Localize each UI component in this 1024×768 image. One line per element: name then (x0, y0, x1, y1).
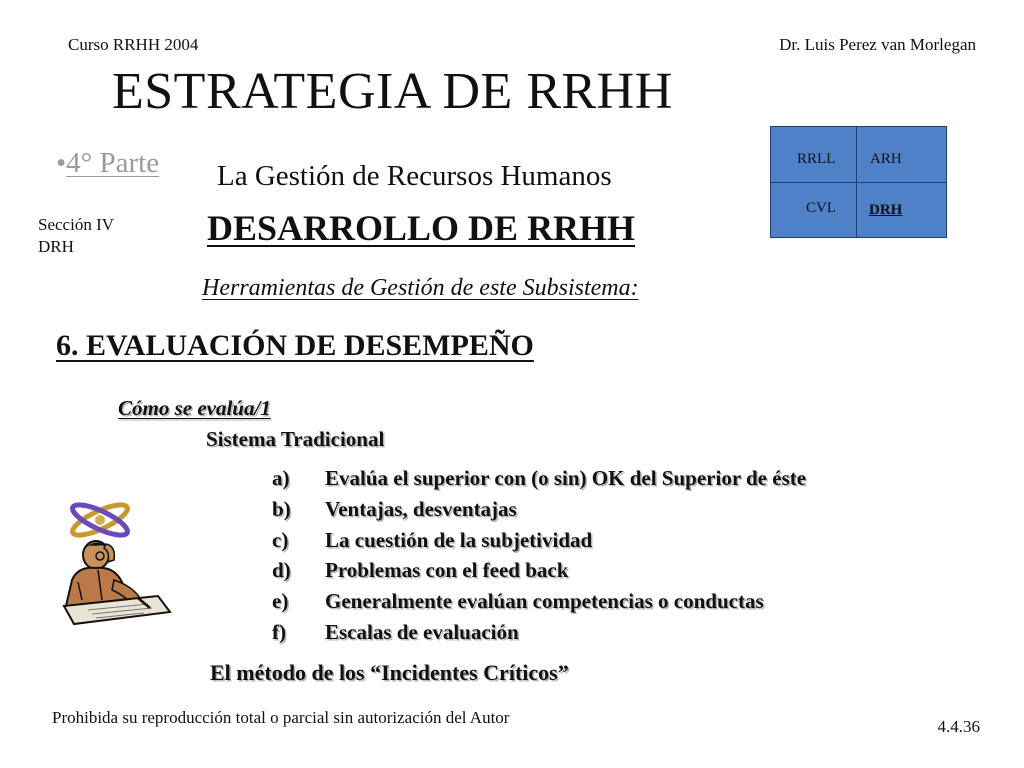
item-text: Escalas de evaluación (325, 619, 519, 644)
item-mark: d) (272, 558, 291, 583)
section-label (38, 214, 114, 258)
list-item (272, 466, 806, 497)
list-item (272, 558, 806, 589)
matrix-cell-rrll: RRLL (797, 151, 836, 167)
thinking-man-clipart-icon (58, 500, 176, 634)
item-text: La cuestión de la subjetividad (325, 527, 593, 552)
item-text: Generalmente evalúan competencias o conductas (325, 589, 764, 614)
item-list (272, 466, 806, 651)
matrix-cell-cvl: CVL (806, 200, 836, 216)
course-label: Curso RRHH 2004 (68, 35, 199, 54)
item-mark: f) (272, 619, 286, 644)
list-item (272, 620, 806, 651)
part-label: 4° Parte (66, 147, 160, 179)
page-title: ESTRATEGIA DE RRHH (112, 63, 673, 120)
list-item (272, 528, 806, 559)
list-item (272, 497, 806, 528)
part-heading (56, 147, 159, 180)
how-heading: Cómo se evalúa/1 (118, 396, 271, 420)
matrix-cell-drh: DRH (869, 202, 903, 218)
item-mark: a) (272, 466, 290, 490)
tools-heading: Herramientas de Gestión de este Subsistema: (202, 275, 639, 301)
item-text: Evalúa el superior con (o sin) OK del Superior de éste (325, 466, 807, 490)
subtitle: La Gestión de Recursos Humanos (217, 160, 612, 192)
slide-number: 4.4.36 (937, 717, 980, 736)
item-mark: b) (272, 496, 291, 521)
subsystem-matrix (770, 126, 947, 238)
list-item (272, 589, 806, 620)
item-mark: c) (272, 527, 289, 552)
section-line-1: Sección IV (38, 215, 115, 234)
item-mark: e) (272, 589, 289, 614)
section-title: DESARROLLO DE RRHH (207, 208, 636, 248)
system-heading: Sistema Tradicional (206, 427, 385, 451)
evaluation-heading: 6. EVALUACIÓN DE DESEMPEÑO (56, 329, 534, 362)
matrix-cell-arh: ARH (870, 151, 902, 167)
author-label: Dr. Luis Perez van Morlegan (779, 35, 976, 54)
section-line-2: DRH (38, 237, 74, 256)
footer-notice: Prohibida su reproducción total o parcial sin autorización del Autor (52, 708, 510, 727)
method-heading: El método de los “Incidentes Críticos” (210, 660, 569, 685)
part-bullet: • (56, 147, 67, 179)
item-text: Ventajas, desventajas (325, 496, 517, 521)
matrix-divider-horizontal (771, 182, 946, 183)
item-text: Problemas con el feed back (325, 558, 569, 583)
